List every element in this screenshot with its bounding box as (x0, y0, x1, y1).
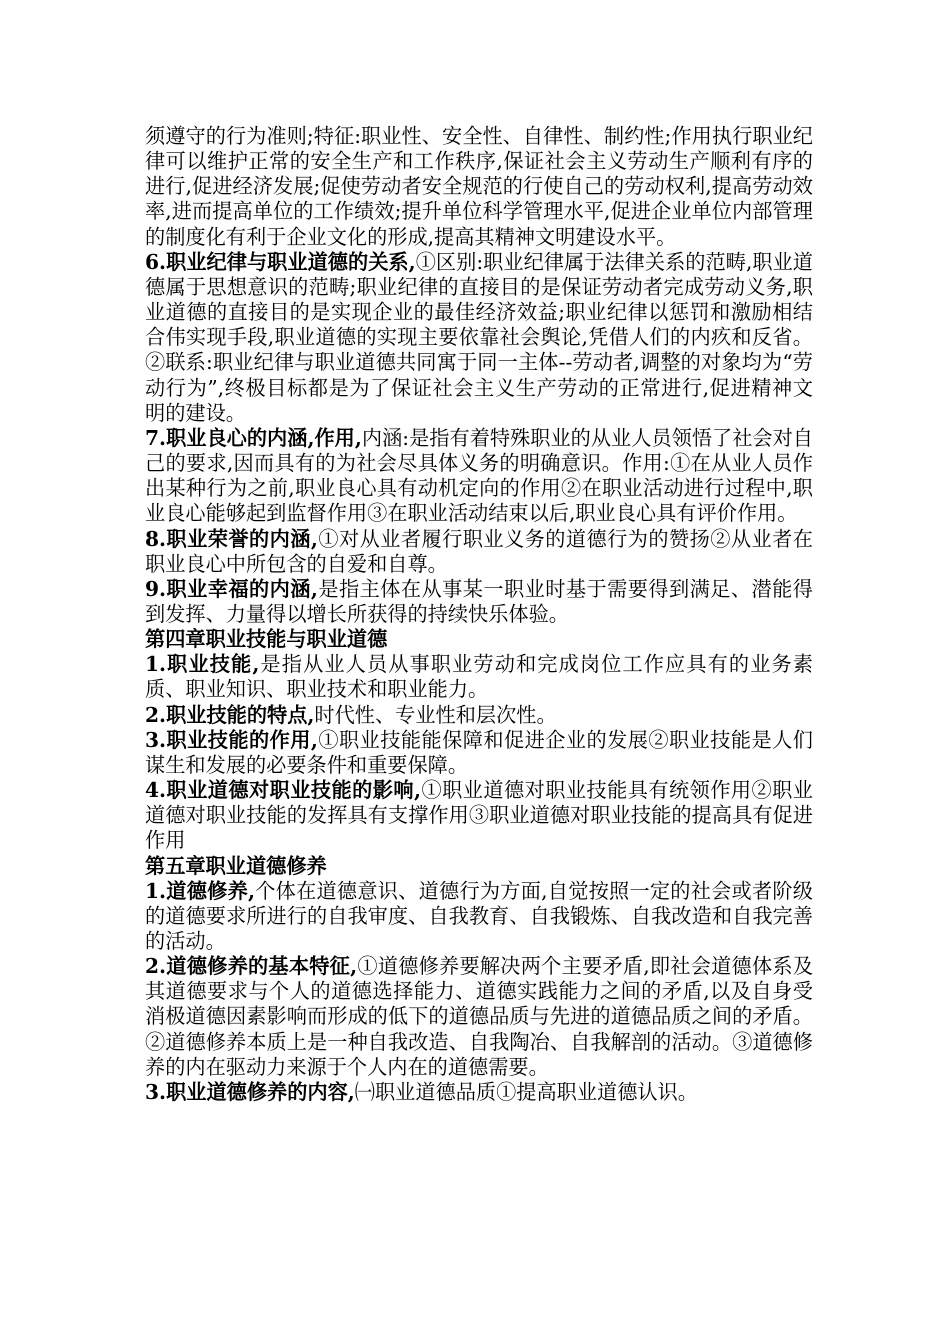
paragraph-heading: 9.职业幸福的内涵, (145, 576, 318, 601)
paragraph-skill-features (145, 703, 813, 728)
paragraph-ethics-on-skill (145, 778, 813, 853)
paragraph-cultivation-features (145, 954, 813, 1080)
paragraph-text: 个体在道德意识、道德行为方面,自觉按照一定的社会或者阶级的道德要求所进行的自我审度、自我教育、自我锻炼、自我改造和自我完善的活动。 (145, 878, 813, 953)
paragraph-skill-role (145, 728, 813, 778)
paragraph-heading: 7.职业良心的内涵,作用, (145, 425, 362, 450)
paragraph-heading: 2.职业技能的特点, (145, 702, 315, 727)
paragraph-text: ①道德修养要解决两个主要矛盾,即社会道德体系及其道德要求与个人的道德选择能力、道德实践能力之间的矛盾,以及自身受消极道德因素影响而形成的低下的道德品质与先进的道德品质之间的矛盾。②道德修养本质上是一种自我改造、自我陶冶、自我解剖的活动。③道德修养的内在驱动力来源于个人内在的道德需要。 (145, 954, 814, 1079)
paragraph-skill (145, 652, 813, 702)
paragraph-text: 须遵守的行为准则;特征:职业性、安全性、自律性、制约性;作用执行职业纪律可以维护正常的安全生产和工作秩序,保证社会主义劳动生产顺利有序的进行,促进经济发展;促使劳动者安全规范的行使自己的劳动权利,提高劳动效率,进而提高单位的工作绩效;提升单位科学管理水平,促进企业单位内部管理的制度化有利于企业文化的形成,提高其精神文明建设水平。 (145, 124, 813, 249)
paragraph-moral-cultivation (145, 879, 813, 954)
paragraph-honor (145, 527, 813, 577)
paragraph-heading: 6.职业纪律与职业道德的关系, (145, 249, 416, 274)
chapter-4-title: 第四章职业技能与职业道德 (145, 627, 388, 652)
paragraph-text: ①职业技能能保障和促进企业的发展②职业技能是人们谋生和发展的必要条件和重要保障。 (145, 727, 813, 777)
chapter-5-title: 第五章职业道德修养 (145, 853, 327, 878)
paragraph-text: ①职业道德对职业技能具有统领作用②职业道德对职业技能的发挥具有支撑作用③职业道德对职业技能的提高具有促进作用 (145, 778, 813, 853)
paragraph-discipline-norms (145, 124, 813, 250)
paragraph-heading: 1.道德修养, (145, 878, 256, 903)
paragraph-heading: 3.职业技能的作用, (145, 727, 318, 752)
paragraph-heading: 3.职业道德修养的内容, (145, 1079, 355, 1104)
paragraph-heading: 4.职业道德对职业技能的影响, (145, 778, 422, 803)
document-page (145, 124, 813, 1105)
paragraph-text: ㈠职业道德品质①提高职业道德认识。 (354, 1079, 698, 1104)
paragraph-conscience (145, 426, 813, 527)
paragraph-discipline-ethics-relation (145, 250, 813, 426)
paragraph-heading: 2.道德修养的基本特征, (145, 954, 358, 979)
paragraph-text: ①区别:职业纪律属于法律关系的范畴,职业道德属于思想意识的范畴;职业纪律的直接目的是保证劳动者完成劳动义务,职业道德的直接目的是实现企业的最佳经济效益;职业纪律以惩罚和激励相结合伟实现手段,职业道德的实现主要依靠社会舆论,凭借人们的内疚和反省。②联系:职业纪律与职业道德共同寓于同一主体--劳动者,调整的对象均为“劳动行为”,终极目标都是为了保证社会主义生产劳动的正常进行,促进精神文明的建设。 (145, 249, 813, 425)
paragraph-happiness (145, 577, 813, 627)
paragraph-text: 是指主体在从事某一职业时基于需要得到满足、潜能得到发挥、力量得以增长所获得的持续快乐体验。 (145, 576, 813, 626)
paragraph-text: ①对从业者履行职业义务的道德行为的赞扬②从业者在职业良心中所包含的自爱和自尊。 (145, 526, 813, 576)
paragraph-text: 是指从业人员从事职业劳动和完成岗位工作应具有的业务素质、职业知识、职业技术和职业能力。 (145, 652, 813, 702)
paragraph-heading: 8.职业荣誉的内涵, (145, 526, 318, 551)
paragraph-heading: 1.职业技能, (145, 652, 260, 677)
paragraph-text: 时代性、专业性和层次性。 (314, 702, 557, 727)
paragraph-cultivation-content (145, 1080, 813, 1105)
paragraph-text: 内涵:是指有着特殊职业的从业人员领悟了社会对自己的要求,因而具有的为社会尽具体义务的明确意识。作用:①在从业人员作出某种行为之前,职业良心具有动机定向的作用②在职业活动进行过程中,职业良心能够起到监督作用③在职业活动结束以后,职业良心具有评价作用。 (145, 425, 813, 526)
